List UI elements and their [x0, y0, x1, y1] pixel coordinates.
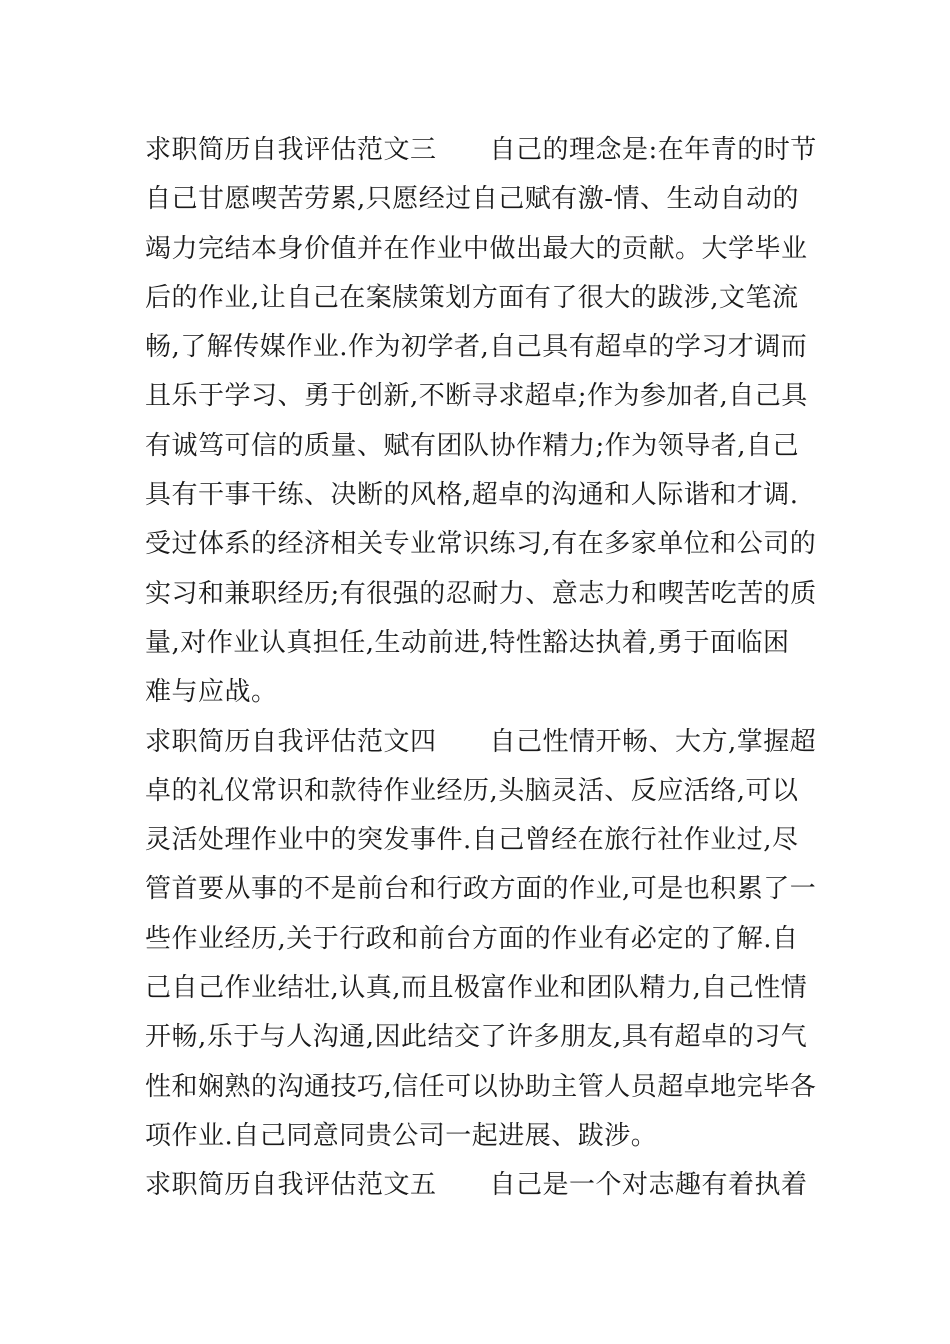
text-line: 受过体系的经济相关专业常识练习,有在多家单位和公司的 [145, 529, 817, 560]
text-line: 具有干事干练、决断的风格,超卓的沟通和人际谐和才调. [145, 480, 799, 511]
text-line: 畅,了解传媒作业.作为初学者,自己具有超卓的学习才调而 [145, 332, 808, 363]
text-line: 灵活处理作业中的突发事件.自己曾经在旅行社作业过,尽 [145, 825, 799, 856]
text-line: 自己甘愿喫苦劳累,只愿经过自己赋有激-情、生动自动的 [145, 184, 800, 215]
body-text [145, 126, 817, 1211]
text-line: 性和娴熟的沟通技巧,信任可以协助主管人员超卓地完毕各 [145, 1071, 817, 1102]
text-line: 且乐于学习、勇于创新,不断寻求超卓;作为参加者,自己具 [145, 381, 808, 412]
text-line: 己自己作业结壮,认真,而且极富作业和团队精力,自己性情 [145, 973, 808, 1004]
text-line: 项作业.自己同意同贵公司一起进展、跋涉。 [145, 1120, 658, 1151]
text-line: 竭力完结本身价值并在作业中做出最大的贡献。大学毕业 [145, 233, 808, 264]
text-line: 求职简历自我评估范文五 自己是一个对志趣有着执着 [145, 1170, 808, 1201]
text-line: 开畅,乐于与人沟通,因此结交了许多朋友,具有超卓的习气 [145, 1022, 808, 1053]
text-line: 卓的礼仪常识和款待作业经历,头脑灵活、反应活络,可以 [145, 775, 799, 806]
text-line: 后的作业,让自己在案牍策划方面有了很大的跋涉,文笔流 [145, 282, 799, 313]
text-line: 求职简历自我评估范文四 自己性情开畅、大方,掌握超 [145, 726, 817, 757]
text-line: 难与应战。 [145, 677, 278, 708]
text-line: 管首要从事的不是前台和行政方面的作业,可是也积累了一 [145, 874, 817, 905]
text-line: 量,对作业认真担任,生动前进,特性豁达执着,勇于面临困 [145, 627, 790, 658]
text-line: 有诚笃可信的质量、赋有团队协作精力;作为领导者,自己 [145, 430, 800, 461]
text-line: 实习和兼职经历;有很强的忍耐力、意志力和喫苦吃苦的质 [145, 578, 817, 609]
text-line: 些作业经历,关于行政和前台方面的作业有必定的了解.自 [145, 923, 799, 954]
text-line: 求职简历自我评估范文三 自己的理念是:在年青的时节 [145, 135, 817, 165]
